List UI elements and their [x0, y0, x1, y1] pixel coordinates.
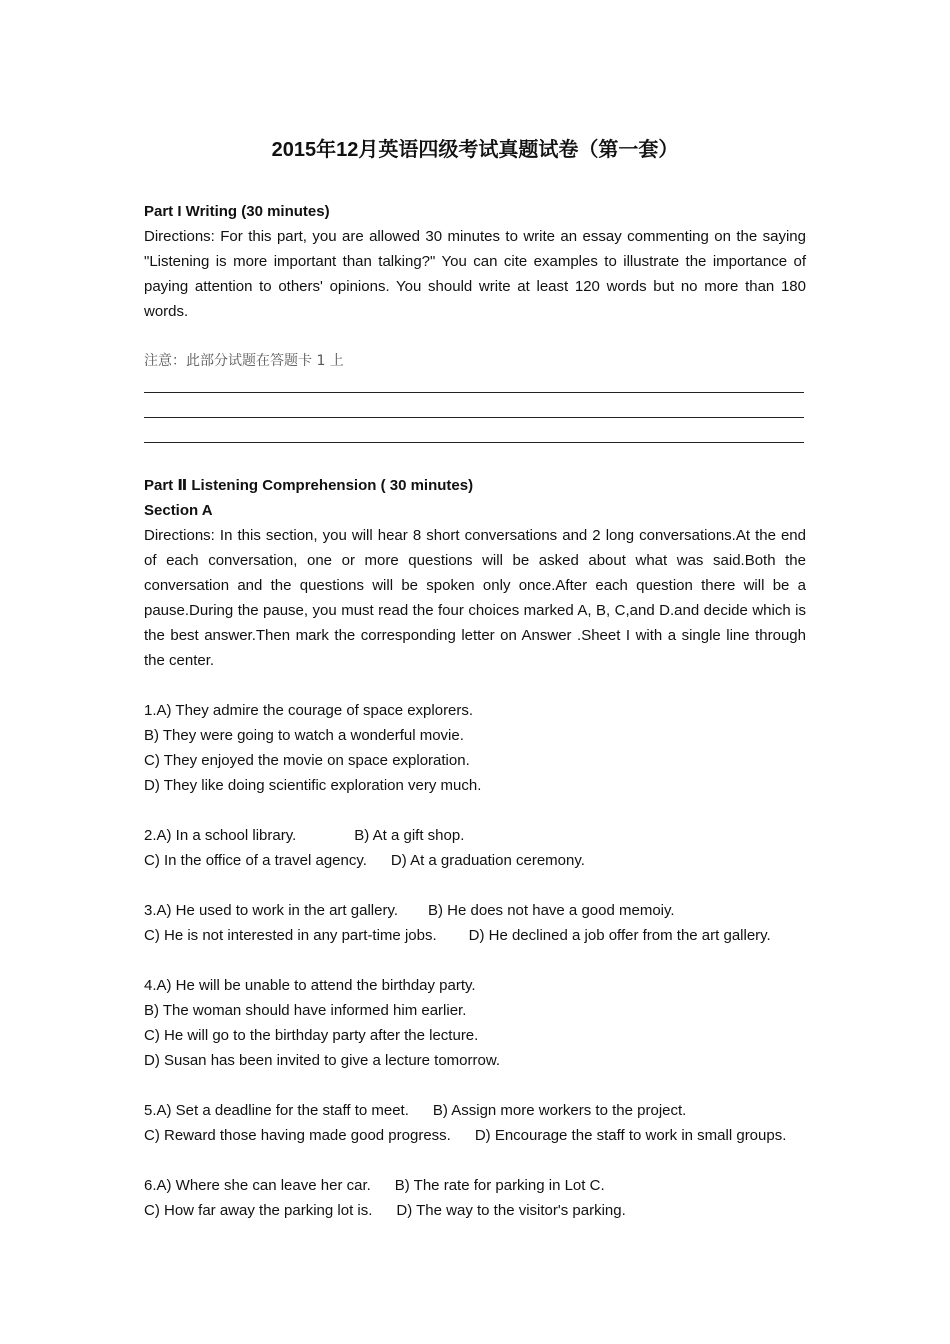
answer-option: C) How far away the parking lot is.: [144, 1202, 373, 1219]
question-4: [144, 973, 806, 1073]
answer-option: D) He declined a job offer from the art gallery.: [468, 927, 771, 944]
question-5: [144, 1098, 806, 1148]
answer-option: B) At a gift shop.: [354, 827, 465, 844]
question-list: [144, 673, 806, 1223]
page-title: 2015年12月英语四级考试真题试卷（第一套）: [271, 139, 679, 161]
answer-option: D) The way to the visitor's parking.: [396, 1202, 626, 1219]
answer-line-3: [144, 424, 806, 449]
part1-note: 注意：此部分试题在答题卡 1 上: [144, 353, 344, 369]
question-line: [144, 748, 806, 773]
question-3: [144, 898, 806, 948]
question-line: [144, 898, 806, 923]
answer-option: 2.A) In a school library.: [144, 827, 297, 844]
question-line: [144, 923, 806, 948]
question-line: [144, 698, 806, 723]
answer-option: C) Reward those having made good progress.: [144, 1127, 451, 1144]
part2-listening: [144, 473, 806, 1223]
part2-heading: Part Ⅱ Listening Comprehension ( 30 minutes): [144, 477, 474, 494]
question-line: [144, 823, 806, 848]
answer-option: C) In the office of a travel agency.: [144, 852, 367, 869]
answer-option: B) He does not have a good memoiy.: [428, 902, 675, 919]
answer-option: B) Assign more workers to the project.: [432, 1102, 687, 1119]
question-line: [144, 773, 806, 798]
answer-line-1: [144, 374, 806, 399]
question-2: [144, 823, 806, 873]
part1-directions: Directions: For this part, you are allowed 30 minutes to write an essay commenting on the saying "Listening is more important than talking?" You can cite examples to illustrate the importance of paying attention to others' opinions. You should write at least 120 words but no more than 180 words.: [144, 228, 806, 320]
answer-option: C) He will go to the birthday party after the lecture.: [144, 1027, 479, 1044]
question-line: [144, 973, 806, 998]
question-line: [144, 1123, 806, 1148]
answer-option: D) They like doing scientific exploration very much.: [144, 777, 482, 794]
section-a-heading: Section A: [144, 502, 213, 519]
answer-line-2: [144, 399, 806, 424]
answer-option: 4.A) He will be unable to attend the birthday party.: [144, 977, 476, 994]
answer-option: C) They enjoyed the movie on space exploration.: [144, 752, 470, 769]
part1-writing: [144, 199, 806, 449]
part2-directions: Directions: In this section, you will hear 8 short conversations and 2 long conversations.At the end of each conversation, one or more questions will be asked about what was said.Both the conversation and the questions will be spoken only once.After each question there will be a pause.During the pause, you must read the four choices marked A, B, C,and D.and decide which is the best answer.Then mark the corresponding letter on Answer .Sheet I with a single line through the center.: [144, 527, 806, 669]
answer-option: 3.A) He used to work in the art gallery.: [144, 902, 399, 919]
answer-option: 6.A) Where she can leave her car.: [144, 1177, 371, 1194]
question-line: [144, 1098, 806, 1123]
question-line: [144, 1198, 806, 1223]
question-line: [144, 723, 806, 748]
question-line: [144, 998, 806, 1023]
answer-option: B) The rate for parking in Lot C.: [394, 1177, 605, 1194]
question-line: [144, 1048, 806, 1073]
question-line: [144, 848, 806, 873]
answer-option: D) Encourage the staff to work in small groups.: [474, 1127, 787, 1144]
part1-heading: Part I Writing (30 minutes): [144, 203, 330, 220]
answer-option: D) Susan has been invited to give a lecture tomorrow.: [144, 1052, 501, 1069]
answer-option: 5.A) Set a deadline for the staff to meet.: [144, 1102, 409, 1119]
question-line: [144, 1173, 806, 1198]
answer-option: D) At a graduation ceremony.: [390, 852, 585, 869]
question-6: [144, 1173, 806, 1223]
question-1: [144, 698, 806, 798]
answer-option: B) They were going to watch a wonderful movie.: [144, 727, 464, 744]
answer-option: C) He is not interested in any part-time jobs.: [144, 927, 437, 944]
question-line: [144, 1023, 806, 1048]
answer-option: B) The woman should have informed him earlier.: [144, 1002, 467, 1019]
answer-option: 1.A) They admire the courage of space explorers.: [144, 702, 474, 719]
